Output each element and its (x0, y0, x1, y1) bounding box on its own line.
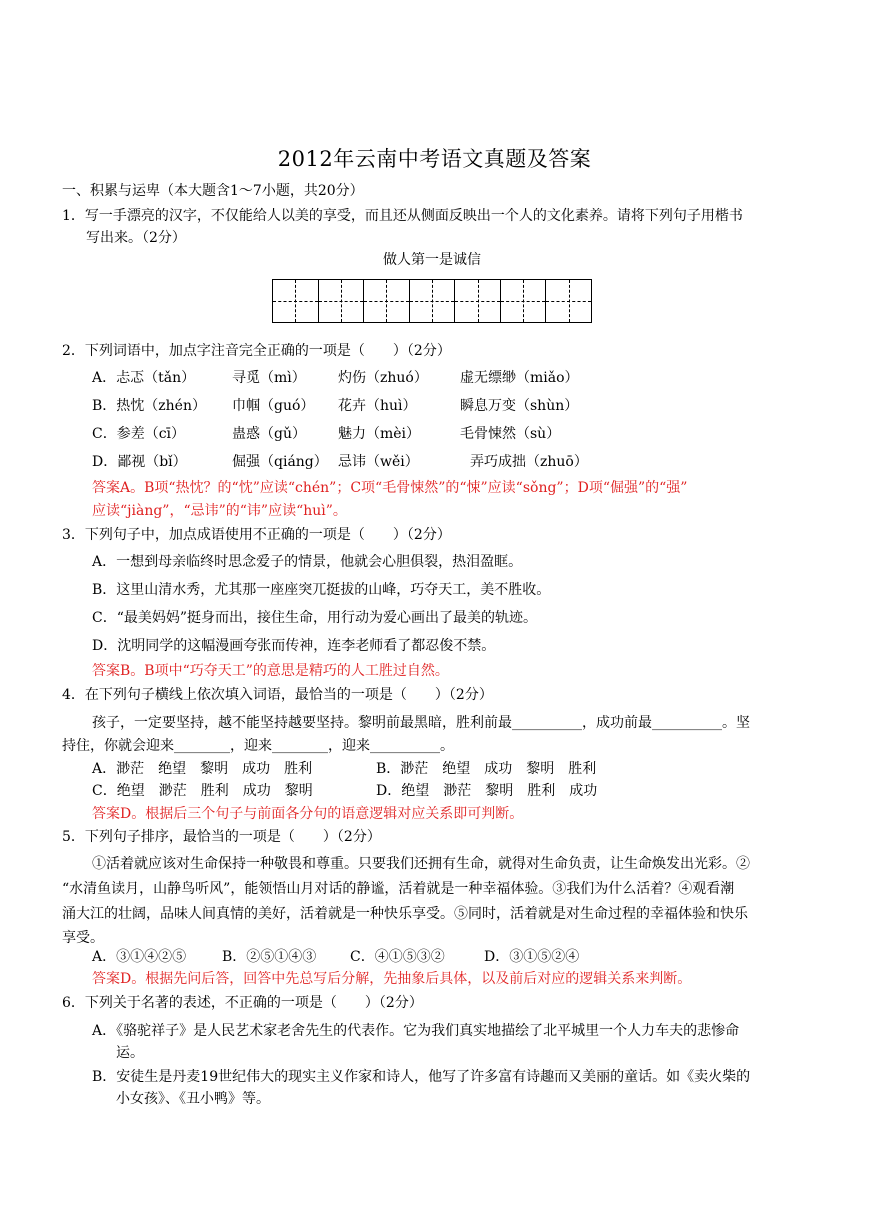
q5-option-a: A．③①④②⑤ (92, 949, 187, 965)
q4-stem: 4．在下列句子横线上依次填入词语，最恰当的一项是（ ）（2分） (62, 687, 493, 703)
q1-stem-line1: 1．写一手漂亮的汉字，不仅能给人以美的享受，而且还从侧面反映出一个人的文化素养。请将下列句子用楷书 (62, 208, 743, 224)
q2-option-a-word4: 虚无缥缈（miǎo） (460, 370, 579, 386)
q2-option-b-word4: 瞬息万变（shùn） (460, 398, 579, 414)
q3-option-b: B．这里山清水秀，尤其那一座座突兀挺拔的山峰，巧夺天工，美不胜收。 (92, 582, 551, 598)
q5-option-d: D．③①⑤②④ (484, 949, 580, 965)
q5-option-c: C．④①⑤③② (350, 949, 445, 965)
q4-option-c: C．绝望 渺茫 胜利 成功 黎明 (92, 783, 313, 799)
q2-option-d-word2: 倔强（qiáng） (232, 454, 328, 470)
q2-option-b: B．热忱（zhén） (92, 398, 206, 414)
q3-option-d: D．沈明同学的这幅漫画夸张而传神，连李老师看了都忍俊不禁。 (92, 638, 496, 654)
q2-option-d-word4: 弄巧成拙（zhuō） (470, 454, 588, 470)
q2-option-c-word2: 蛊惑（gǔ） (232, 426, 306, 442)
q2-option-b-word3: 花卉（huì） (338, 398, 417, 414)
grid-cell[interactable] (455, 280, 501, 322)
q2-answer-line1: 答案A。B项“热忱？的“忱”应读“chén”；C项“毛骨悚然”的“悚”应读“sǒng”；D项“倔强”的“强” (92, 480, 688, 496)
grid-cell[interactable] (273, 280, 319, 322)
q2-option-c-word3: 魅力（mèi） (338, 426, 421, 442)
q2-option-a-word3: 灼伤（zhuó） (338, 370, 428, 386)
q5-option-b: B．②⑤①④③ (222, 949, 317, 965)
q2-option-c: C．参差（cī） (92, 426, 186, 442)
q1-stem-line2: 写出来。（2分） (86, 230, 186, 246)
q4-option-a: A．渺茫 绝望 黎明 成功 胜利 (92, 761, 313, 777)
q2-answer-line2: 应读“jiàng”，“忌讳”的“讳”应读“huì”。 (92, 503, 347, 519)
q6-option-b-line2: 小女孩》、《丑小鸭》等。 (116, 1091, 270, 1107)
q2-option-a: A．忐忑（tǎn） (92, 370, 196, 386)
grid-cell[interactable] (546, 280, 591, 322)
q4-option-d: D．绝望 渺茫 黎明 胜利 成功 (376, 783, 598, 799)
q3-option-c: C．“最美妈妈”挺身而出，接住生命，用行动为爱心画出了最美的轨迹。 (92, 610, 538, 626)
grid-cell[interactable] (410, 280, 456, 322)
q5-passage-line3: 涌大江的壮阔，品味人间真情的美好，活着就是一种快乐享受。⑤同时，活着就是对生命过程的幸福体验和快乐 (62, 906, 748, 922)
q5-passage-line4: 享受。 (62, 930, 104, 946)
q5-stem: 5．下列句子排序，最恰当的一项是（ ）（2分） (62, 829, 381, 845)
q3-answer: 答案B。B项中“巧夺天工”的意思是精巧的人工胜过自然。 (92, 663, 449, 679)
grid-cell[interactable] (501, 280, 547, 322)
grid-cell[interactable] (364, 280, 410, 322)
page-title: 2012年云南中考语文真题及答案 (277, 147, 592, 171)
q2-option-c-word4: 毛骨悚然（sù） (460, 426, 561, 442)
q3-option-a: A．一想到母亲临终时思念爱子的情景，他就会心胆俱裂，热泪盈眶。 (92, 554, 523, 570)
q3-stem: 3．下列句子中，加点成语使用不正确的一项是（ ）（2分） (62, 527, 451, 543)
q5-passage-line2: “水清鱼读月，山静鸟听风”，能领悟山月对话的静谧，活着就是一种幸福体验。③我们为什么活着？④观看潮 (62, 881, 735, 897)
q4-answer: 答案D。根据后三个句子与前面各分句的语意逻辑对应关系即可判断。 (92, 806, 524, 822)
q2-option-a-word2: 寻觅（mì） (232, 370, 306, 386)
q6-option-b-line1: B．安徒生是丹麦19世纪伟大的现实主义作家和诗人，他写了许多富有诗趣而又美丽的童话。如《卖火柴的 (92, 1069, 751, 1085)
q5-answer: 答案D。根据先问后答，回答中先总写后分解，先抽象后具体，以及前后对应的逻辑关系来判断。 (92, 971, 692, 987)
q6-option-a-line1: A．《骆驼祥子》是人民艺术家老舍先生的代表作。它为我们真实地描绘了北平城里一个人力车夫的悲惨命 (92, 1023, 740, 1039)
q4-passage-line1: 孩子，一定要坚持，越不能坚持越要坚持。黎明前最黑暗，胜利前最__________，成功前最__________。坚 (92, 715, 750, 731)
q4-passage-line2: 持住，你就会迎来________，迎来________，迎来__________。 (62, 738, 454, 754)
q1-sentence: 做人第一是诚信 (383, 252, 481, 268)
q6-option-a-line2: 运。 (116, 1045, 144, 1061)
grid-cell[interactable] (319, 280, 365, 322)
q2-stem: 2．下列词语中，加点字注音完全正确的一项是（ ）（2分） (62, 343, 451, 359)
section-heading: 一、积累与运卑（本大题含1～7小题，共20分） (62, 183, 364, 199)
q2-option-d-word3: 忌讳（wěi） (338, 454, 419, 470)
q4-option-b: B．渺茫 绝望 成功 黎明 胜利 (376, 761, 597, 777)
q6-stem: 6．下列关于名著的表述，不正确的一项是（ ）（2分） (62, 995, 423, 1011)
writing-grid[interactable] (272, 279, 592, 323)
q5-passage-line1: ①活着就应该对生命保持一种敬畏和尊重。只要我们还拥有生命，就得对生命负责，让生命焕发出光彩。② (92, 856, 750, 872)
q2-option-d: D．鄙视（bǐ） (92, 454, 187, 470)
q2-option-b-word2: 巾帼（guó） (232, 398, 315, 414)
